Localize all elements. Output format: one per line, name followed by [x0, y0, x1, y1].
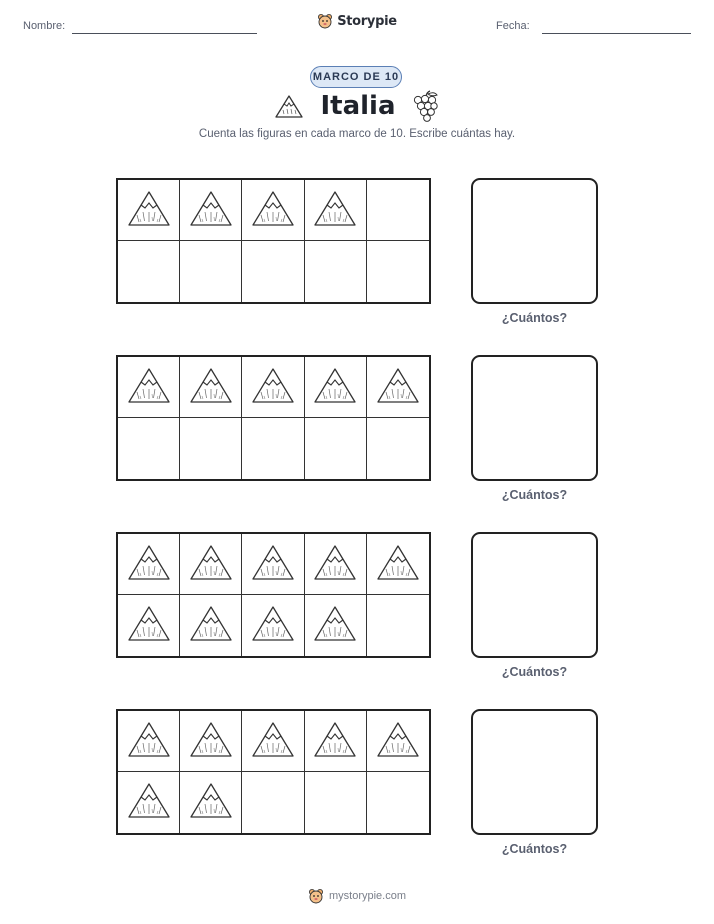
ten-frame-cell [242, 595, 304, 656]
ten-frame-cell [180, 357, 242, 418]
ten-frame-cell [118, 241, 180, 302]
ten-frame-cell [305, 241, 367, 302]
ten-frame-cell [305, 180, 367, 241]
mountain-icon [375, 542, 421, 587]
ten-frame-cell [180, 241, 242, 302]
worksheet-type-badge: MARCO DE 10 [310, 66, 402, 88]
ten-frame-cell [118, 595, 180, 656]
mountain-icon [250, 188, 296, 233]
how-many-label: ¿Cuántos? [501, 842, 568, 856]
mountain-icon [126, 603, 172, 648]
mountain-icon [188, 188, 234, 233]
ten-frame-cell [367, 534, 429, 595]
mountain-icon [274, 93, 304, 119]
ten-frame-cell [367, 772, 429, 833]
ten-frame-cell [242, 772, 304, 833]
instructions: Cuenta las figuras en cada marco de 10. Escribe cuántas hay. [198, 128, 516, 140]
storypie-logo-icon [308, 888, 324, 904]
mountain-icon [188, 603, 234, 648]
ten-frame-cell [367, 357, 429, 418]
answer-box[interactable] [471, 709, 598, 835]
mountain-icon [126, 188, 172, 233]
mountain-icon [126, 780, 172, 825]
mountain-icon [188, 542, 234, 587]
ten-frame-cell [367, 241, 429, 302]
date-field[interactable] [542, 33, 691, 34]
brand [0, 13, 714, 34]
mountain-icon [250, 365, 296, 410]
mountain-icon [312, 188, 358, 233]
how-many-label: ¿Cuántos? [501, 665, 568, 679]
ten-frame-cell [367, 418, 429, 479]
mountain-icon [188, 780, 234, 825]
mountain-icon [312, 719, 358, 764]
ten-frame-cell [118, 534, 180, 595]
mountain-icon [375, 365, 421, 410]
ten-frame-cell [118, 357, 180, 418]
ten-frame [116, 709, 431, 835]
ten-frame-cell [242, 241, 304, 302]
answer-box[interactable] [471, 532, 598, 658]
title-row [0, 90, 714, 122]
ten-frame-cell [242, 711, 304, 772]
mountain-icon [250, 719, 296, 764]
mountain-icon [312, 603, 358, 648]
name-label: Nombre: [23, 20, 66, 32]
ten-frame-cell [180, 711, 242, 772]
ten-frame-cell [242, 180, 304, 241]
mountain-icon [312, 542, 358, 587]
ten-frame-cell [305, 711, 367, 772]
ten-frame-cell [367, 595, 429, 656]
ten-frame-cell [180, 534, 242, 595]
mountain-icon [312, 365, 358, 410]
ten-frame-cell [180, 180, 242, 241]
brand-name: Storypie [337, 13, 397, 29]
mountain-icon [188, 719, 234, 764]
mountain-icon [375, 719, 421, 764]
mountain-icon [250, 603, 296, 648]
ten-frame-cell [180, 595, 242, 656]
how-many-label: ¿Cuántos? [501, 311, 568, 325]
mountain-icon [126, 719, 172, 764]
mountain-icon [126, 365, 172, 410]
ten-frame-cell [367, 180, 429, 241]
date-label: Fecha: [496, 20, 530, 32]
footer [0, 888, 714, 904]
how-many-label: ¿Cuántos? [501, 488, 568, 502]
grapes-icon [412, 90, 440, 122]
ten-frame [116, 532, 431, 658]
mountain-icon [126, 542, 172, 587]
storypie-logo-icon [317, 13, 333, 29]
ten-frame-cell [180, 418, 242, 479]
ten-frame-cell [305, 534, 367, 595]
mountain-icon [250, 542, 296, 587]
ten-frame-cell [242, 418, 304, 479]
mountain-icon [188, 365, 234, 410]
ten-frame-cell [305, 357, 367, 418]
ten-frame-cell [305, 772, 367, 833]
ten-frame-cell [305, 418, 367, 479]
ten-frame-cell [118, 180, 180, 241]
ten-frame-cell [118, 711, 180, 772]
ten-frame [116, 355, 431, 481]
ten-frame-cell [242, 357, 304, 418]
ten-frame-cell [367, 711, 429, 772]
ten-frame-cell [118, 772, 180, 833]
answer-box[interactable] [471, 178, 598, 304]
answer-box[interactable] [471, 355, 598, 481]
footer-url[interactable]: mystorypie.com [328, 890, 407, 902]
ten-frame [116, 178, 431, 304]
page-title: Italia [320, 91, 396, 121]
ten-frame-cell [242, 534, 304, 595]
ten-frame-cell [118, 418, 180, 479]
ten-frame-cell [305, 595, 367, 656]
ten-frame-cell [180, 772, 242, 833]
